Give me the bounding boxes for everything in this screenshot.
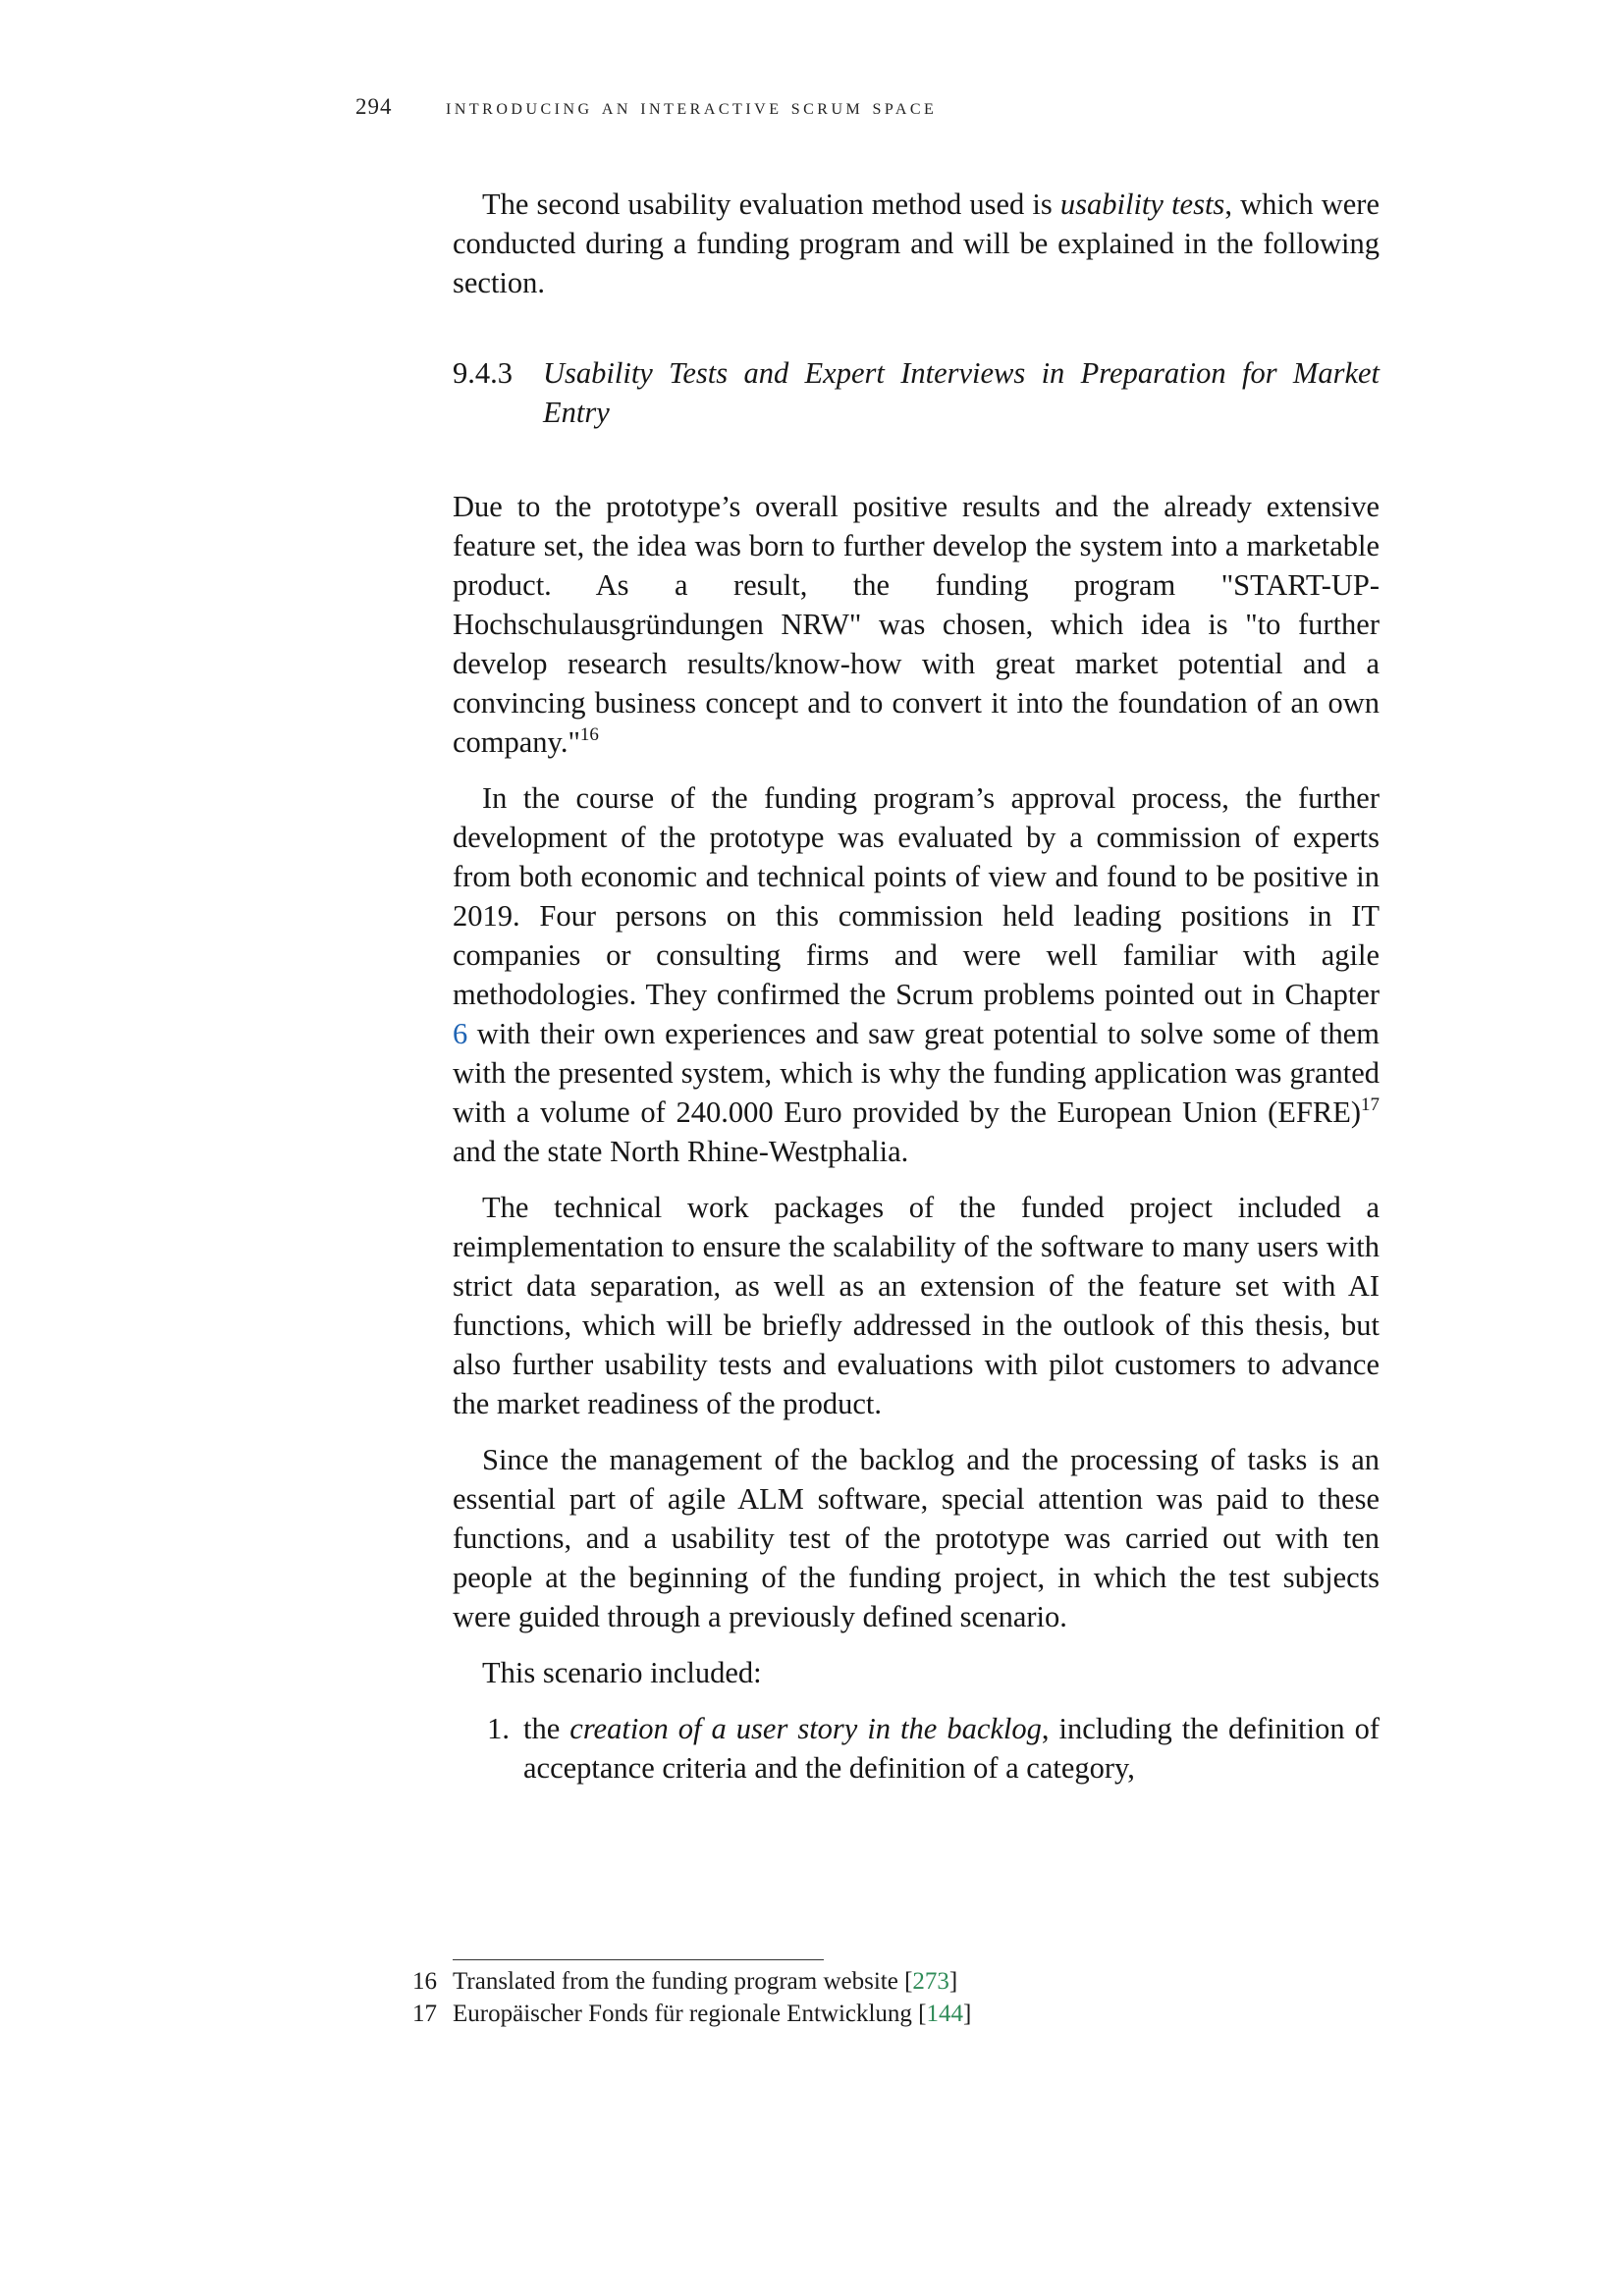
footnote-number: 17 <box>412 2001 437 2027</box>
citation-link[interactable]: 273 <box>912 1968 949 1995</box>
paragraph-work-packages: The technical work packages of the funded project included a reimplementation to ensure the scalability of the software to many users with strict data separation, as well as an extension of the feature set with AI functions, which will be briefly addressed in the outlook of this thesis, but also further usability tests and evaluations with pilot customers to advance the market readiness of the product. <box>453 1191 1380 1420</box>
main-text <box>453 185 1380 1788</box>
intro-paragraph: The second usability evaluation method used is usability tests, which were conducted during a funding program and will be explained in the following section. <box>453 187 1380 299</box>
emphasis-usability-tests: usability tests <box>1059 187 1225 221</box>
list-item-number: 1. <box>487 1712 510 1745</box>
citation-link[interactable]: 144 <box>926 2001 964 2027</box>
paragraph-approval-process: In the course of the funding program’s approval process, the further development of the prototype was evaluated by a commission of experts from both economic and technical points of view and found to be positive in 2019. Four persons on this commission held leading positions in IT companies or consulting firms and were well familiar with agile methodologies. They confirmed the Scrum problems pointed out in Chapter 6 with their own experiences and saw great potential to solve some of them with the presented system, which is why the funding application was granted with a volume of 240.000 Euro provided by the European Union (EFRE)$^{17}$ and the state North Rhine-Westphalia. <box>453 781 1380 1168</box>
paragraph-scenario-intro: This scenario included: <box>482 1656 762 1689</box>
running-header <box>355 94 1377 120</box>
section-number: 9.4.3 <box>453 356 513 390</box>
paragraph-backlog-usability: Since the management of the backlog and the processing of tasks is an essential part of agile ALM software, special attention was paid to these functions, and a usability test of the prototype was carried out with ten people at the beginning of the funding project, in which the test subjects were guided through a previously defined scenario. <box>453 1443 1380 1633</box>
footnotes <box>412 1965 1384 2030</box>
page-number: 294 <box>355 94 393 119</box>
footnote-text: Translated from the funding program website [273] <box>453 1968 958 1995</box>
footnote-divider <box>453 1959 824 1960</box>
running-title: introducing an interactive scrum space <box>446 94 938 119</box>
footnote-number: 16 <box>412 1968 437 1995</box>
footnote-16 <box>412 1965 1384 1998</box>
list-item-text: the creation of a user story in the backlog, including the definition of acceptance criteria and the definition of a category, <box>523 1712 1380 1785</box>
section-heading <box>453 353 1380 432</box>
section-title: Usability Tests and Expert Interviews in Preparation for Market Entry <box>543 356 1380 429</box>
footnote-17 <box>412 1998 1384 2030</box>
footnote-text: Europäischer Fonds für regionale Entwicklung [144] <box>453 2001 972 2027</box>
footnote-mark-17[interactable]: 17 <box>1361 1095 1380 1115</box>
footnote-mark-16[interactable]: 16 <box>579 724 599 745</box>
list-item <box>453 1709 1380 1788</box>
chapter-link[interactable]: 6 <box>453 1017 468 1050</box>
scenario-list <box>453 1709 1380 1788</box>
paragraph-prototype-results: Due to the prototype’s overall positive results and the already extensive feature set, the idea was born to further develop the system into a marketable product. As a result, the funding program "START-UP-Hochschulausgründungen NRW" was chosen, which idea is "to further develop research results/know-how with great market potential and a convincing business concept and to convert it into the foundation of an own company."$^{16}$ <box>453 490 1380 759</box>
